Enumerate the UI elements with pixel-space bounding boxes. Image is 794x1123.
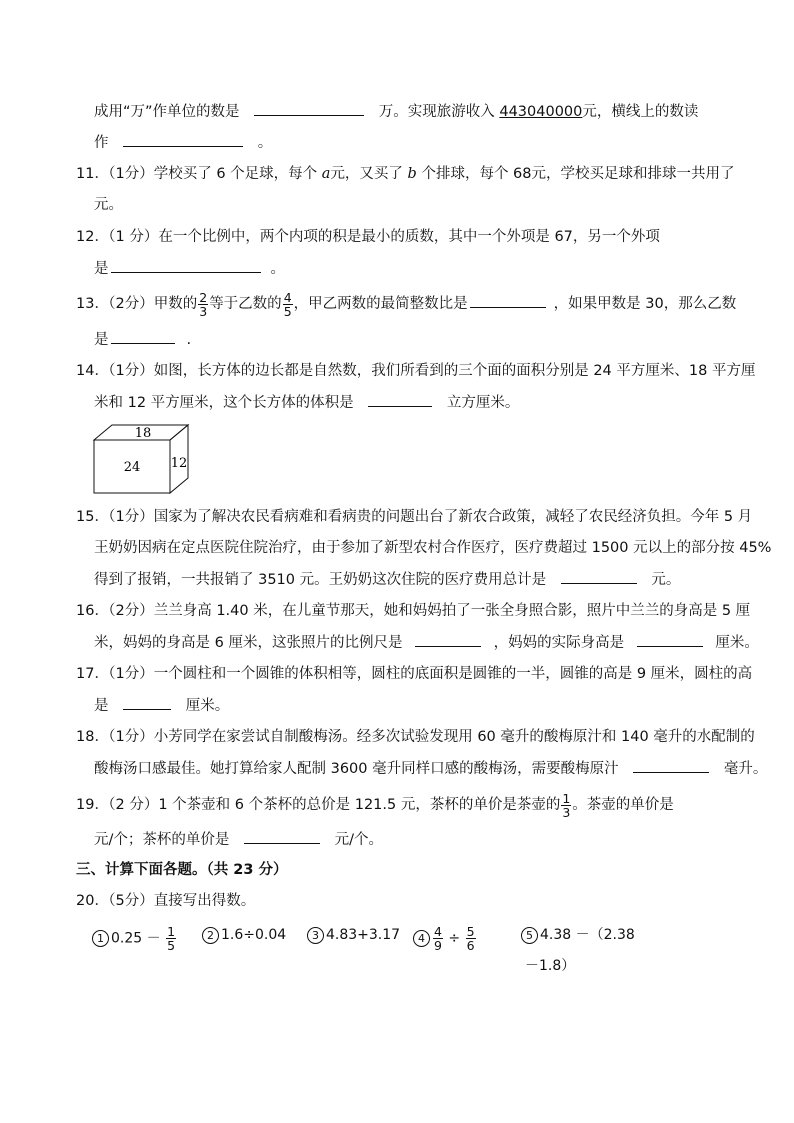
q19-text: 元/个；茶杯的单价是 [94,832,230,848]
question-number: 13． [76,296,109,312]
circle-marker-3: 3 [307,927,324,944]
q17-text: 是 [94,698,109,714]
q12-text: （1 分）在一个比例中，两个内项的积是最小的质数，其中一个外项是 67，另一个外项 [101,229,660,245]
q16-text: 厘米。 [715,635,759,651]
q10-text: 成用“万”作单位的数是 [94,104,240,120]
answer-blank[interactable] [415,632,481,647]
q12-line-1 [101,227,720,247]
q10-text: 作 [94,135,109,151]
q16-line-2 [94,632,759,653]
q20-text: （5分）直接写出得数。 [101,893,256,909]
fraction-1-5: $\frac{1}{5}$ [167,924,176,953]
q13-line-1 [101,288,737,320]
q15-line-3 [94,569,720,590]
calc-item-2 [202,925,286,945]
question-number: 18． [76,729,109,745]
q12-text: 。 [270,261,285,277]
q13-text: 是 [94,332,109,348]
q16-text: ，妈妈的实际身高是 [493,635,625,651]
front-face-label: 24 [123,460,141,475]
fraction-5-6: $\frac{5}{6}$ [466,924,475,953]
q13-text: ，如果甲数是 30，那么乙数 [553,296,737,312]
circle-marker-4: 4 [413,930,430,947]
q12-text: 是 [94,261,109,277]
q13-text: ，甲乙两数的最简整数比是 [293,296,468,312]
calc-item-5-continued: －1.8） [525,958,576,974]
q14-line-2 [94,392,720,413]
variable-a: a [321,166,331,182]
q11-text: 元，又买了 [330,166,403,182]
fraction-2-3: $\frac{2}{3}$ [199,289,208,319]
q16-text: 米，妈妈的身高是 6 厘米，这张照片的比例尺是 [94,635,403,651]
calc-item-4 [413,925,477,952]
q18-text: 酸梅汤口感最佳。她打算给家人配制 3600 毫升同样口感的酸梅汤，需要酸梅原汁 [94,761,619,777]
question-number: 19． [76,797,109,813]
q19-line-2 [94,829,720,850]
q14-text: 米和 12 平方厘米，这个长方体的体积是 [94,395,354,411]
answer-blank[interactable] [254,101,364,116]
q10-text: 。 [257,135,273,151]
q11-line-1 [101,164,735,184]
fraction-4-9: $\frac{4}{9}$ [434,924,442,953]
operator: ÷ [448,930,461,947]
calc-expression: 1.6÷0.04 [221,927,287,943]
q10-text: 元，横线上的数读 [582,104,699,120]
q15-line-1 [101,507,753,527]
q13-line-2 [94,329,720,350]
question-number: 16． [76,603,109,619]
circle-marker-2: 2 [202,927,219,944]
calc-expression: 0.25 － [111,930,161,947]
calc-item-5 [521,925,635,945]
q10-line-2 [94,132,720,153]
q15-text: 元。 [651,572,681,588]
q19-line-1 [101,789,720,821]
q14-text: 立方厘米。 [446,395,520,411]
circle-marker-1: 1 [92,930,109,947]
q11-text: （1分）学校买了 6 个足球，每个 [101,166,318,182]
q17-line-1 [101,664,753,684]
fraction-1-3: $\frac{1}{3}$ [562,790,571,820]
q10-line-1 [94,101,720,122]
answer-blank[interactable] [111,329,175,344]
calc-expression: 4.83+3.17 [326,927,401,943]
answer-blank[interactable] [123,132,243,147]
q13-text: 等于乙数的 [209,296,282,312]
q14-line-1 [101,361,756,381]
q20-line-1 [101,891,720,911]
section-heading: 三、计算下面各题。（共 23 分） [76,862,288,878]
q19-text: 。茶壶的单价是 [572,797,674,813]
answer-blank[interactable] [470,293,546,308]
q18-text: 毫升。 [723,761,768,777]
q18-line-1 [101,727,755,747]
underlined-number: 443040000 [499,104,583,120]
calc-item-1 [92,925,177,952]
q13-text: . [186,332,192,348]
question-number: 12． [76,229,109,245]
q17-text: 厘米。 [185,698,230,714]
top-face-label: 18 [134,426,152,441]
question-number: 20． [76,893,109,909]
variable-b: b [407,166,417,182]
question-number: 11． [76,166,109,182]
q14-text: （1分）如图，长方体的边长都是自然数，我们所看到的三个面的面积分别是 24 平方厘米、18 平方厘 [101,363,756,379]
cuboid-figure [92,423,192,495]
q13-text: （2分）甲数的 [101,296,198,312]
q11-text: 个排球，每个 68元，学校买足球和排球一共用了 [421,166,735,182]
q11-line-2 [94,195,720,215]
q19-text: 元/个。 [334,832,383,848]
q17-text: （1分）一个圆柱和一个圆锥的体积相等，圆柱的底面积是圆锥的一半，圆锥的高是 9 厘米，圆柱的高 [101,666,753,682]
q15-text: （1分）国家为了解决农民看病难和看病贵的问题出台了新农合政策，减轻了农民经济负担。今年 5 月 [101,509,753,525]
q15-text: 王奶奶因病在定点医院住院治疗，由于参加了新型农村合作医疗，医疗费超过 1500 元以上的部分按 45% [94,540,772,556]
answer-blank[interactable] [111,258,261,273]
question-number: 15． [76,509,109,525]
question-number: 17． [76,666,109,682]
answer-blank[interactable] [561,569,637,584]
answer-blank[interactable] [368,392,432,407]
question-number: 14． [76,363,109,379]
q15-line-2 [94,538,772,558]
q18-text: （1分）小芳同学在家尝试自制酸梅汤。经多次试验发现用 60 毫升的酸梅原汁和 140 毫升的水配制的 [101,729,755,745]
calc-expression: 4.38 －（2.38 [540,927,635,943]
q12-line-2 [94,258,720,279]
answer-blank[interactable] [123,695,171,710]
q18-line-2 [94,758,768,779]
q11-text: 元。 [94,197,123,213]
q10-text: 万。实现旅游收入 [378,104,495,120]
side-face-label: 12 [170,456,188,471]
calc-item-3 [307,925,400,945]
fraction-4-5: $\frac{4}{5}$ [283,289,292,319]
q19-text: （2 分）1 个茶壶和 6 个茶杯的总价是 121.5 元，茶杯的单价是茶壶的 [101,797,561,813]
q16-line-1 [101,601,751,621]
q15-text: 得到了报销，一共报销了 3510 元。王奶奶这次住院的医疗费用总计是 [94,572,547,588]
circle-marker-5: 5 [521,927,538,944]
q17-line-2 [94,695,720,716]
answer-blank[interactable] [244,829,320,844]
answer-blank[interactable] [633,758,709,773]
answer-blank[interactable] [637,632,703,647]
q16-text: （2分）兰兰身高 1.40 米，在儿童节那天，她和妈妈拍了一张全身照合影，照片中兰兰的身高是 5 厘 [101,603,751,619]
